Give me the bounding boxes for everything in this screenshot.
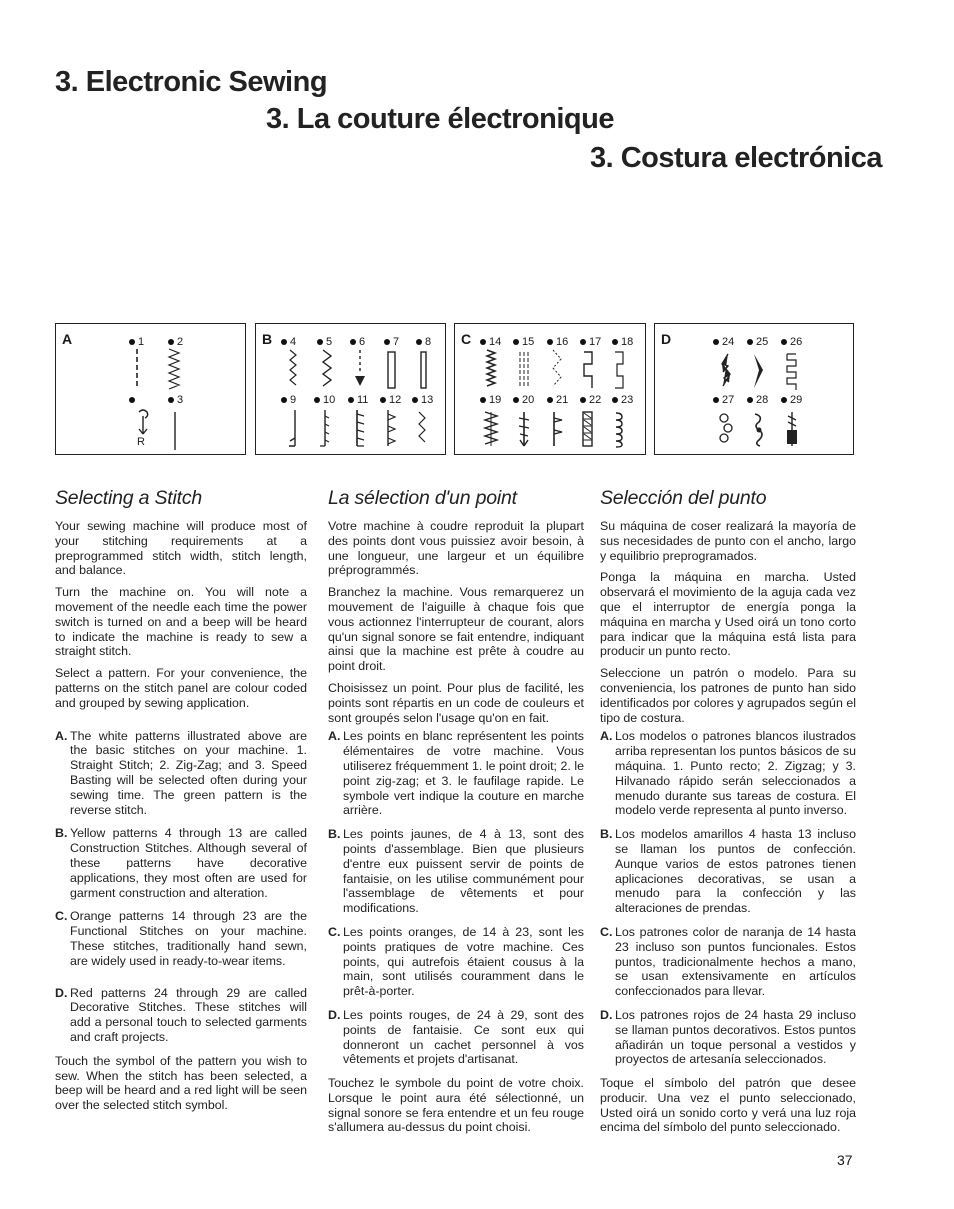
stitch-number-7: 7 (384, 336, 399, 348)
paragraph: Ponga la máquina en marcha. Usted observará el movimiento de la aguja cada vez que el interruptor de energía ponga la máquina en marcha y Used oirá un tono corto para indicar que la máquina está lista para producir un punto recto. (600, 570, 856, 659)
list-item (55, 729, 307, 818)
column-english (55, 487, 307, 1120)
item-text: Los patrones color de naranja de 14 hasta 23 incluso son puntos funcionales. Estos puntos, tradicionalmente hechos a mano, se usan extensivamente en artículos confeccionados para llevar. (615, 924, 856, 999)
list-item (328, 925, 584, 999)
stitch-symbol-22[interactable] (581, 410, 595, 450)
item-label: D. (55, 985, 68, 1000)
item-text: Red patterns 24 through 29 are called Decorative Stitches. These stitches will add a personal touch to selected garments and craft projects. (70, 985, 307, 1044)
stitch-symbol-16[interactable] (550, 350, 564, 390)
item-text: Los modelos o patrones blancos ilustrados arriba representan los puntos básicos de su máquina. 1. Punto recto; 2. Zigzag; y 3. Hilvanado rápido serán seleccionados a menudo durante sus tareas de costura. El modelo verde representa al punto inverso. (615, 729, 856, 818)
list-item (55, 826, 307, 900)
stitch-number-5: 5 (317, 336, 332, 348)
stitch-number-10: 10 (314, 394, 335, 406)
stitch-symbol-25[interactable] (751, 352, 767, 392)
paragraph: Su máquina de coser realizará la mayoría de sus necesidades de punto con el ancho, largo y equilibrio preprogramados. (600, 519, 856, 563)
stitch-number-6: 6 (350, 336, 365, 348)
stitch-number-marker (129, 394, 138, 406)
stitch-symbol-5[interactable] (320, 350, 334, 388)
stitch-number-9: 9 (281, 394, 296, 406)
paragraph: Touchez le symbole du point de votre choix. Lorsque le point aura été sélectionné, un signal sonore se fera entendre et un feu rouge s'allumera au-dessus du point choisi. (328, 1076, 584, 1135)
stitch-symbol-24[interactable] (718, 352, 734, 392)
heading-spanish: 3. Costura electrónica (590, 142, 882, 174)
stitch-number-27: 27 (713, 394, 734, 406)
zigzag-stitch-symbol[interactable] (166, 349, 182, 389)
stitch-symbol-9[interactable] (286, 410, 300, 448)
list-item (328, 1008, 584, 1067)
stitch-symbol-21[interactable] (550, 410, 564, 450)
list-item (55, 909, 307, 968)
stitch-number-25: 25 (747, 336, 768, 348)
item-text: Los patrones rojos de 24 hasta 29 incluso se llaman puntos decorativos. Estos puntos añadirán un toque personal a vestidos y proyectos de artesanía seleccionados. (615, 1007, 856, 1067)
stitch-number-26: 26 (781, 336, 802, 348)
stitch-number-21: 21 (547, 394, 568, 406)
stitch-panel-a (55, 323, 246, 455)
item-text: Yellow patterns 4 through 13 are called Construction Stitches. Although several of these patterns have decorative applications, they most often are used for garment construction and alteration. (70, 826, 307, 900)
stitch-number-23: 23 (612, 394, 633, 406)
stitch-symbol-4[interactable] (286, 350, 300, 388)
stitch-number-17: 17 (580, 336, 601, 348)
item-text: The white patterns illustrated above are the basic stitches on your machine. 1. Straight Stitch; 2. Zig-Zag; and 3. Speed Basting will be selected often during your sewing time. The green pattern is the reverse stitch. (70, 728, 307, 817)
speed-basting-symbol[interactable] (172, 412, 178, 450)
item-label: C. (600, 924, 613, 939)
paragraph: Your sewing machine will produce most of your stitching requirements at a preprogrammed stitch width, stitch length, and balance. (55, 519, 307, 578)
item-label: A. (600, 729, 613, 744)
stitch-symbol-23[interactable] (612, 410, 626, 450)
panel-letter-d: D (661, 331, 672, 347)
stitch-number-29: 29 (781, 394, 802, 406)
stitch-symbol-27[interactable] (717, 410, 735, 450)
stitch-number-13: 13 (412, 394, 433, 406)
panel-letter-b: B (262, 331, 273, 347)
item-label: C. (328, 924, 341, 939)
item-label: B. (600, 827, 613, 842)
item-label: D. (328, 1007, 341, 1022)
list-item (600, 827, 856, 916)
stitch-symbol-20[interactable] (517, 410, 531, 450)
stitch-number-12: 12 (380, 394, 401, 406)
item-text: Orange patterns 14 through 23 are the Functional Stitches on your machine. These stitches, traditionally hand sewn, are widely used in ready-to-wear items. (70, 909, 307, 968)
stitch-symbol-15[interactable] (517, 350, 531, 390)
stitch-number-19: 19 (480, 394, 501, 406)
item-text: Les points oranges, de 14 à 23, sont les points pratiques de votre machine. Ces points, qui autrefois étaient cousus à la main, sont utilisés couramment dans le prêt-à-porter. (343, 924, 584, 999)
item-label: D. (600, 1007, 613, 1022)
stitch-number-16: 16 (547, 336, 568, 348)
item-text: Los modelos amarillos 4 hasta 13 incluso se llaman los puntos de confección. Aunque varios de estos patrones tienen aplicaciones decorativas, se usan a menudo para la confección y las alteraciones de prendas. (615, 827, 856, 916)
paragraph: Votre machine à coudre reproduit la plupart des points dont vous puissiez avoir besoin, à une longueur, une largeur et un équilibre préprogrammés. (328, 519, 584, 578)
stitch-symbol-10[interactable] (319, 410, 333, 448)
stitch-number-14: 14 (480, 336, 501, 348)
panel-letter-a: A (62, 331, 73, 347)
list-item (328, 827, 584, 916)
stitch-symbol-19[interactable] (483, 410, 499, 450)
column-french (328, 487, 584, 1142)
stitch-number-15: 15 (513, 336, 534, 348)
panel-letter-c: C (461, 331, 472, 347)
stitch-number-20: 20 (513, 394, 534, 406)
section-title-spanish: Selección del punto (600, 487, 767, 509)
paragraph: Choisissez un point. Pour plus de facilité, les points sont répartis en un code de couleurs et sont groupés selon l'usage qu'on en fait. (328, 680, 584, 725)
reverse-label: R (137, 436, 145, 448)
stitch-symbol-29[interactable] (784, 410, 800, 450)
list-item (600, 925, 856, 999)
heading-french: 3. La couture électronique (266, 103, 614, 135)
stitch-panel-b (255, 323, 446, 455)
stitch-symbol-11[interactable] (352, 410, 366, 448)
stitch-number-4: 4 (281, 336, 296, 348)
heading-english: 3. Electronic Sewing (55, 66, 328, 98)
item-label: B. (55, 826, 68, 841)
stitch-symbol-13[interactable] (415, 410, 429, 448)
stitch-symbol-17[interactable] (582, 350, 596, 390)
paragraph: Select a pattern. For your convenience, the patterns on the stitch panel are colour coded and grouped by sewing application. (55, 666, 307, 710)
stitch-symbol-18[interactable] (613, 350, 627, 390)
list-item (600, 729, 856, 818)
item-label: A. (55, 728, 68, 743)
stitch-number-2: 2 (168, 336, 183, 348)
stitch-number-22: 22 (580, 394, 601, 406)
stitch-symbol-14[interactable] (484, 350, 498, 390)
column-spanish (600, 487, 856, 1142)
paragraph: Touch the symbol of the pattern you wish to sew. When the stitch has been selected, a beep will be heard and a red light will be seen over the selected stitch symbol. (55, 1053, 307, 1113)
stitch-panel-c (454, 323, 646, 455)
list-item (55, 986, 307, 1045)
stitch-symbol-12[interactable] (384, 410, 398, 448)
stitch-number-24: 24 (713, 336, 734, 348)
list-item (328, 729, 584, 818)
paragraph: Turn the machine on. You will note a movement of the needle each time the power switch is turned on and a beep will be heard to indicate the machine is ready to sew a straight stitch. (55, 585, 307, 659)
stitch-number-11: 11 (348, 394, 368, 406)
stitch-panel-d (654, 323, 854, 455)
stitch-symbol-26[interactable] (784, 352, 800, 392)
page-number: 37 (837, 1152, 853, 1168)
stitch-symbol-28[interactable] (751, 410, 767, 450)
list-item (600, 1008, 856, 1067)
item-label: A. (328, 729, 341, 744)
stitch-number-28: 28 (747, 394, 768, 406)
section-title-english: Selecting a Stitch (55, 487, 203, 509)
paragraph: Branchez la machine. Vous remarquerez un mouvement de l'aiguille à chaque fois que vous actionnez l'interrupteur de courant, alors qu'un signal sonore se fait entendre, indiquant ainsi que la machine est prête à coudre au point droit. (328, 585, 584, 674)
stitch-symbol-8[interactable] (418, 350, 430, 390)
stitch-symbol-6[interactable] (353, 350, 367, 388)
item-label: B. (328, 827, 341, 842)
stitch-number-8: 8 (416, 336, 431, 348)
stitch-number-1: 1 (129, 336, 144, 348)
stitch-symbol-7[interactable] (386, 350, 398, 390)
stitch-number-18: 18 (612, 336, 633, 348)
section-title-french: La sélection d'un point (328, 487, 517, 509)
straight-stitch-symbol[interactable] (132, 349, 142, 389)
paragraph: Seleccione un patrón o modelo. Para su conveniencia, los patrones de punto han sido identificados por colores y agrupados según el tipo de costura. (600, 666, 856, 725)
item-label: C. (55, 909, 68, 924)
item-text: Les points jaunes, de 4 à 13, sont des points d'assemblage. Bien que plusieurs d'entre eux puissent servir de points de fantaisie, on les utilise communément pour l'assemblage de vêtements et pour modifications. (343, 827, 584, 916)
paragraph: Toque el símbolo del patrón que desee producir. Una vez el punto seleccionado, Usted oirá un sonido corto y verá una luz roja encima del símbolo del punto seleccionado. (600, 1076, 856, 1135)
item-text: Les points en blanc représentent les points élémentaires de votre machine. Vous utiliserez fréquemment 1. le point droit; 2. le point zig-zag; et 3. le faufilage rapide. Le symbole vert indique la couture en marche arrière. (343, 729, 584, 818)
stitch-number-3: 3 (168, 394, 183, 406)
reverse-stitch-symbol[interactable] (136, 410, 150, 436)
item-text: Les points rouges, de 24 à 29, sont des points de fantaisie. Ce sont eux qui donneront un cachet personnel à vos vêtements et projets d'artisanat. (343, 1007, 584, 1067)
